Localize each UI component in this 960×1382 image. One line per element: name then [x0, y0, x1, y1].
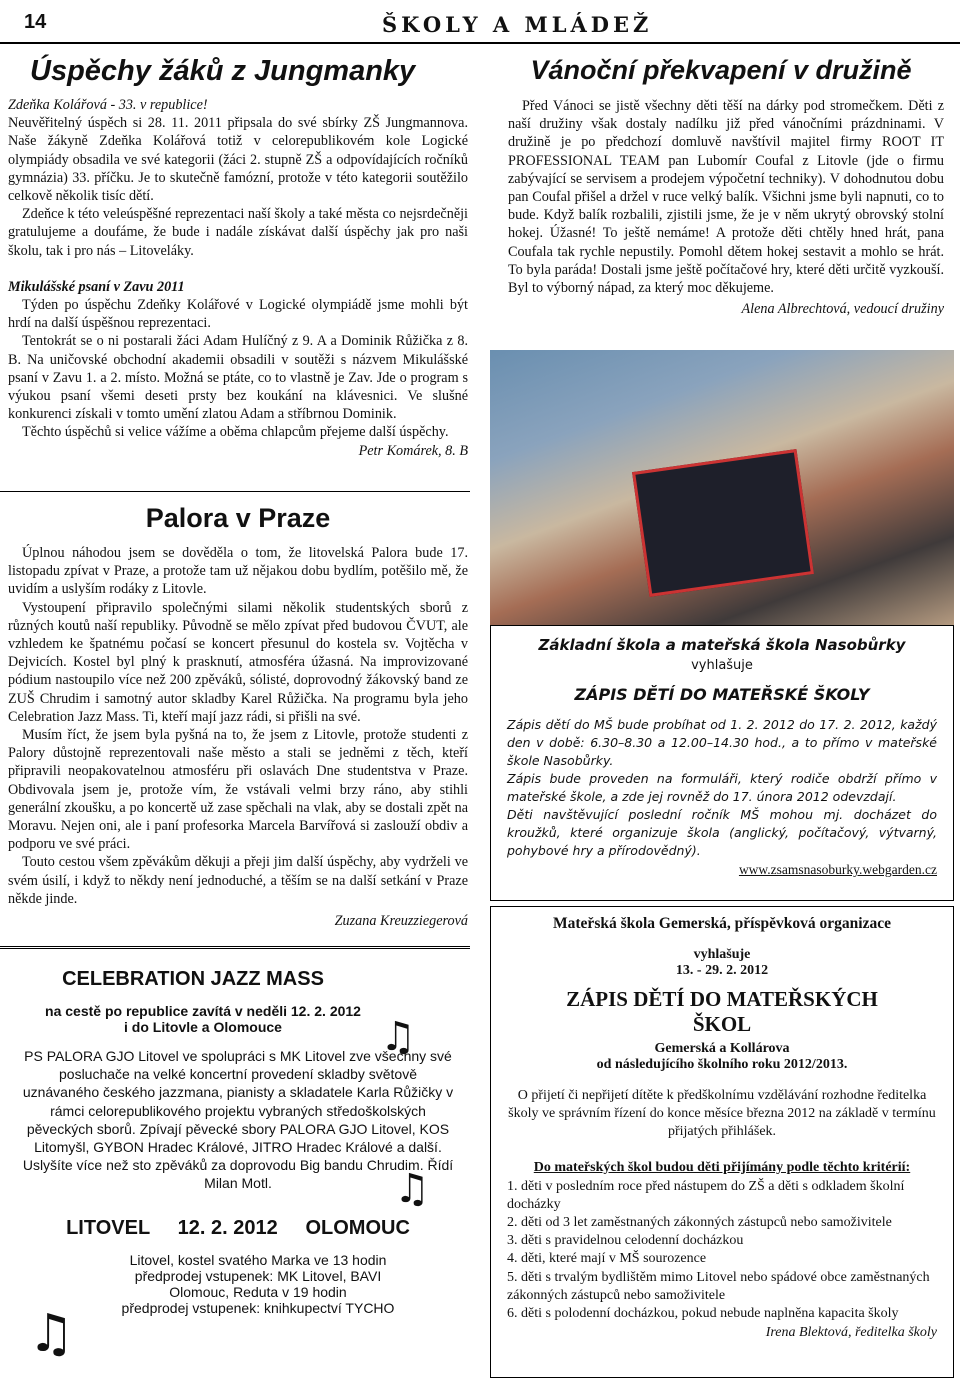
poster-info: Olomouc, Reduta v 19 hodin — [169, 1283, 347, 1300]
article-title-druzina: Vánoční překvapení v družině — [530, 55, 912, 85]
criteria-title: Do mateřských škol budou děti přijímány podle těchto kritérií: — [533, 1159, 911, 1175]
paragraph: Touto cestou všem zpěvákům děkuji a přeji jim další úspěchy, aby vydrželi ve svém úsilí, i když to někdy není jednoduché, a těším se na další setkání v Praze někde jinde. — [8, 854, 468, 907]
paragraph: Musím říct, že jsem byla pyšná na to, že jsem z Litovle, protože studenti z Palory důstojně reprezentovali naše město a stali se jedněmi z těch, kteří připravili neopakovatelnou atmosféru při oslavách Dne studentstva v Praze. Obdivovala jsem je, protože vím, že vstávali velmi brzy ráno, aby stihli generální zkoušku, a po koncertě už zase spěchali na vlak, aby se dostali zpět na Moravu. Nejen oni, ale i paní profesorka Marcela Barvířová si zaslouží obdiv a podporu ve své práci. — [8, 727, 468, 853]
paragraph: Týden po úspěchu Zdeňky Kolářové v Logické olympiádě jsme mohli být hrdí na další úspěšnou reprezentaci. — [8, 297, 468, 332]
poster-info: předprodej vstupenek: knihkupectví TYCHO — [121, 1299, 395, 1316]
article-druzina — [490, 55, 952, 318]
music-note-icon: ♫ — [380, 1014, 416, 1060]
article-jungmanka — [8, 96, 468, 459]
article-subtitle: Zdeňka Kolářová - 33. v republice! — [8, 97, 208, 113]
page-number: 14 — [24, 11, 47, 33]
signature: Irena Blektová, ředitelka školy — [765, 1325, 937, 1341]
ad-title: Základní škola a mateřská škola Nasobůrky — [538, 636, 906, 654]
criteria-list — [507, 1178, 937, 1324]
ad-gemerska — [490, 906, 954, 1378]
music-note-icon: ♫ — [28, 1304, 75, 1364]
music-note-icon: ♫ — [394, 1166, 430, 1212]
article-subheading: Mikulášské psaní v Zavu 2011 — [8, 278, 185, 295]
paragraph: O přijetí či nepřijetí dítěte k předškolnímu vzdělávání rozhodne ředitelka školy ve správním řízení do konce měsíce března 2012 na základě v termínu přijatých přihlášek. — [508, 1088, 936, 1140]
paragraph: Děti navštěvující poslední ročník MŠ mohou mj. docházet do kroužků, které organizuje škola (anglický, počítačový, výtvarný, pohybové hry a přírodovědný). — [507, 807, 937, 858]
poster-line: i do Litovle a Olomouce — [124, 1019, 282, 1035]
list-item: 2. děti od 3 let zaměstnaných zákonných zástupců nebo samoživitele — [507, 1215, 892, 1231]
ad-headline: ŠKOL — [692, 1012, 752, 1036]
list-item: 1. děti v posledním roce před nástupem do ZŠ a děti s odkladem školní docházky — [507, 1178, 905, 1212]
list-item: 3. děti s pravidelnou celodenní docházkou — [507, 1233, 744, 1249]
paragraph: Zápis bude proveden na formuláři, který rodiče obdrží přímo v mateřské škole, a zde jej rovněž do 17. února 2012 odevzdají. — [507, 771, 937, 804]
jazz-mass-poster — [8, 958, 468, 1378]
paragraph: Tentokrát se o ni postarali žáci Adam Hulíčný z 9. A a Dominik Růžička z 8. B. Na uničovské obchodní akademii obsadili v soutěži s názvem Mikulášské psaní v Zavu 1. a 2. místo. Možná se ptáte, co to vlastně je Zav. Jde o program s výukou psaní všemi deseti prsty bez koukání na klávesnici. Ve slušné konkurenci získali v tomto umění zlatou Adam a stříbrnou Dominik. — [8, 333, 468, 423]
list-item: 6. děti s polodenní docházkou, pokud nebude naplněna kapacita školy — [507, 1306, 899, 1322]
poster-title: CELEBRATION JAZZ MASS — [62, 968, 324, 990]
paragraph: Těchto úspěchů si velice vážíme a oběma chlapcům přejeme další úspěchy. Petr Komárek, 8. B — [22, 424, 468, 459]
ad-announces: vyhlašuje — [693, 947, 751, 962]
photo-content — [632, 449, 814, 597]
poster-info: Litovel, kostel svatého Marka ve 13 hodin — [129, 1251, 387, 1268]
ad-headline: ZÁPIS DĚTÍ DO MATEŘSKÝCH — [566, 987, 878, 1011]
paragraph: Vystoupení připravilo společnými silami několik studentských sborů z různých koutů naší republiky. Původně se mělo zpívat před budovou ČVUT, ale vzhledem ke špatnému počasí se koncert přesunul do kostela sv. Vojtěcha v Dejvicích. Kostel byl plný k prasknutí, atmosféra úžasná. Na improvizované pódium nastoupilo více než 200 zpěváků, sólisté, doprovodný žákovský band ze ZUŠ Chrudim i samotný autor skladby Karel Růžička. Na programu byla jeho Celebration Jazz Mass. Ti, kteří mají jazz rádi, si přišli na své. — [8, 599, 468, 725]
website-link[interactable]: www.zsamsnasoburky.webgarden.cz — [738, 862, 937, 877]
poster-line: na cestě po republice zavítá v neděli 12. 2. 2012 — [45, 1003, 361, 1019]
poster-body: PS PALORA GJO Litovel ve spolupráci s MK Litovel zve všechny své posluchače na velké koncertní provedení skladby světově uznávaného českého jazzmana, pianisty a skladatele Karla Růžičky v rámci celorepublikového projektu vybraných středoškolských pěveckých sborů. Zpívají pěvecké sbory PALORA GJO Litovel, KOS Litomyšl, GYBON Hradec Králové, JITRO Hradec Králové a další. Uslyšíte více než sto zpěváků za doprovodu Big bandu Chrudim. Řídí Milan Motl. — [22, 1048, 454, 1192]
article-title-jungmanka: Úspěchy žáků z Jungmanky — [30, 55, 416, 87]
ad-title: Mateřská škola Gemerská, příspěvková organizace — [553, 915, 891, 932]
header-rule — [0, 42, 960, 44]
signature: Zuzana Kreuzziegerová — [334, 913, 468, 930]
poster-cities: LITOVEL 12. 2. 2012 OLOMOUC — [66, 1216, 410, 1239]
left-column — [8, 55, 468, 460]
list-item: 5. děti s trvalým bydlištěm mimo Litovel nebo spádové obce zaměstnaných zákonných zástupců nebo samoživitele — [507, 1269, 930, 1303]
signature: Alena Albrechtová, vedoucí družiny — [741, 301, 944, 318]
signature: Petr Komárek, 8. B — [358, 442, 468, 459]
section-title: ŠKOLY A MLÁDEŽ — [382, 12, 653, 37]
paragraph: Zdeňce k této veleúspěšné reprezentaci naší školy a také města co nejsrdečněji gratulujeme a doufáme, že bude i nadále získávat další úspěchy jak pro naši školu, tak i pro nás – Litoveláky. — [8, 206, 468, 259]
paragraph: Před Vánoci se jistě všechny děti těší na dárky pod stromečkem. Děti z naší družiny však dostaly nadílku již před vánočními prázdninami. V družině je po předchozí domluvě navštívil majitel firmy ROOT IT PROFESSIONAL TEAM pan Lubomír Coufal z Litovle (jde o firmu zabývající se servisem a prodejem výpočetní techniky). V dohodnutou dobu pan Coufal přišel a držel v ruce velký balík. Všichni jsme byli napnuti, co to bude. Když balík rozbalili, zjistili jsme, že je v něm ukrytý obrovský stolní hokej. Úžasné! To ještě nemáme! A protože děti chtěly hned hrát, pana Coufala tak rychle nepustily. Pomohl dětem hokej sestavit a mohlo se hrát. To byla paráda! Dostali jsme ještě počítačové hry, které děti určitě vyzkouší. Byl to výborný nápad, za který moc děkujeme. — [508, 98, 944, 297]
photo-children-table-hockey — [490, 350, 954, 625]
divider — [0, 946, 470, 949]
ad-place: Gemerská a Kollárova — [654, 1041, 790, 1056]
article-palora — [8, 503, 468, 930]
paragraph: Zápis dětí do MŠ bude probíhat od 1. 2. 2012 do 17. 2. 2012, každý den v době: 6.30–8.30 a 12.00–14.30 hod., a to přímo v mateřské škole Nasobůrky. — [507, 717, 937, 768]
article-title-palora: Palora v Praze — [145, 503, 331, 533]
divider — [0, 491, 470, 492]
poster-info: předprodej vstupenek: MK Litovel, BAVI — [134, 1267, 382, 1284]
paragraph: Neuvěřitelný úspěch si 28. 11. 2011 připsala do své sbírky ZŠ Jungmannova. Naše žákyně Zdeňka Kolářová totiž v celorepublikovém kole Logické olympiády obsadila ve své kategorii (žáci 2. stupně ZŠ a odpovídajících ročníků gymnázia) 33. příčku. Je to skutečně famózní, protože v této kategorii soutěžilo celkově několik tisíc dětí. — [8, 115, 468, 205]
ad-dates: 13. - 29. 2. 2012 — [675, 963, 769, 978]
ad-nasoburky — [490, 625, 954, 901]
ad-year: od následujícího školního roku 2012/2013. — [596, 1057, 848, 1072]
ad-announces: vyhlašuje — [691, 658, 753, 673]
paragraph: Úplnou náhodou jsem se dověděla o tom, že litovelská Palora bude 17. listopadu zpívat v Praze, a protože tam už nějakou dobu bydlím, potěšilo mě, že uvidím a uslyším rodáky z Litovle. — [8, 545, 468, 598]
ad-headline: ZÁPIS DĚTÍ DO MATEŘSKÉ ŠKOLY — [574, 685, 870, 704]
list-item: 4. děti, které mají v MŠ sourozence — [507, 1251, 707, 1267]
